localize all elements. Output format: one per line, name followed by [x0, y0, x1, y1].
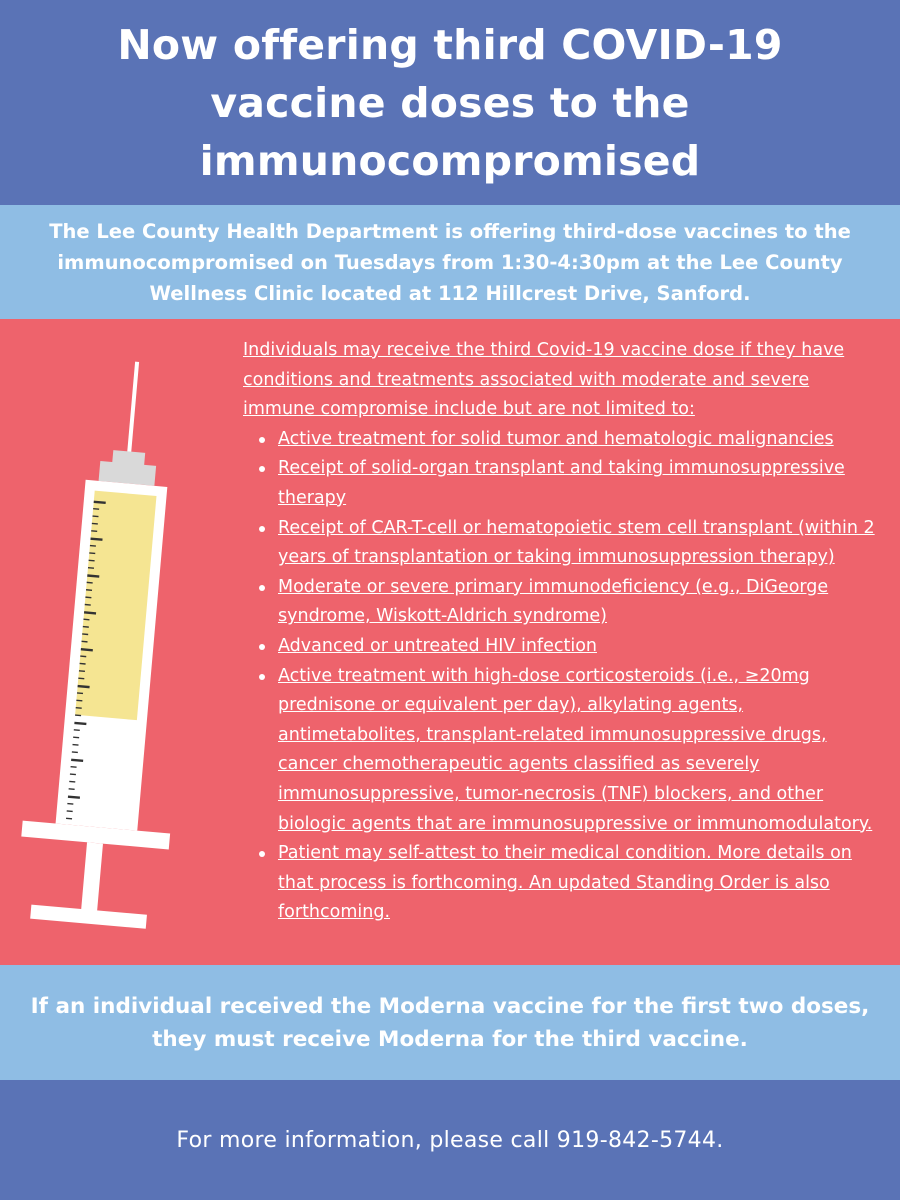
footer-banner: [0, 1080, 900, 1200]
syringe-icon: [20, 349, 220, 949]
list-item: Active treatment for solid tumor and hematologic malignancies: [278, 425, 883, 455]
list-item: Receipt of CAR-T-cell or hematopoietic stem cell transplant (within 2 years of transplantation or taking immunosuppression therapy): [278, 514, 883, 573]
list-item: Receipt of solid-organ transplant and taking immunosuppressive therapy: [278, 454, 883, 513]
contact-info: For more information, please call 919-842-5744.: [176, 1127, 724, 1153]
eligibility-content: [243, 336, 883, 928]
intro-banner: [0, 205, 900, 319]
eligibility-list: [243, 425, 883, 928]
eligibility-section: [0, 319, 900, 965]
list-item: Moderate or severe primary immunodeficiency (e.g., DiGeorge syndrome, Wiskott-Aldrich syndrome): [278, 573, 883, 632]
moderna-note-banner: [0, 965, 900, 1080]
list-item: Advanced or untreated HIV infection: [278, 632, 883, 662]
list-item: Patient may self-attest to their medical condition. More details on that process is forthcoming. An updated Standing Order is also forthcoming.: [278, 839, 883, 928]
moderna-note: If an individual received the Moderna vaccine for the first two doses, they must receive Moderna for the third vaccine.: [30, 993, 870, 1052]
page-title: Now offering third COVID-19 vaccine doses to the immunocompromised: [117, 20, 783, 185]
list-item: Active treatment with high-dose corticosteroids (i.e., ≥20mg prednisone or equivalent per day), alkylating agents, antimetabolites, transplant-related immunosuppressive drugs, cancer chemotherapeutic agents classified as severely immunosuppressive, tumor-necrosis (TNF) blockers, and other biologic agents that are immunosuppressive or immunomodulatory.: [278, 662, 883, 840]
header-banner: [0, 0, 900, 205]
intro-text: The Lee County Health Department is offering third-dose vaccines to the immunocompromised on Tuesdays from 1:30-4:30pm at the Lee County Wellness Clinic located at 112 Hillcrest Drive, Sanford.: [49, 219, 851, 305]
eligibility-lead: Individuals may receive the third Covid-19 vaccine dose if they have conditions and treatments associated with moderate and severe immune compromise include but are not limited to:: [243, 340, 845, 420]
